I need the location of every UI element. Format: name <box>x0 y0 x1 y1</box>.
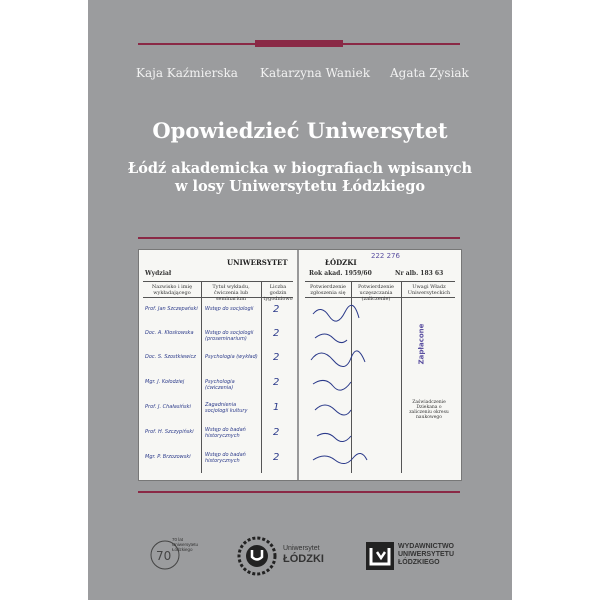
author-1: Kaja Kaźmierska <box>136 66 238 80</box>
row-name: Prof. J. Chałasiński <box>145 404 191 410</box>
page-gutter <box>297 250 299 480</box>
signatures <box>305 300 401 472</box>
book-subtitle <box>88 160 512 196</box>
col-header-remarks: Uwagi Władz Uniwersyteckich <box>407 284 451 296</box>
doc-wydzial: Wydział <box>145 270 172 277</box>
row-course: Zagadnienia socjologii kultury <box>205 402 248 414</box>
publisher-line-2: UNIWERSYTETU <box>398 551 454 558</box>
col-header-name: Nazwisko i imię wykładającego <box>151 284 193 296</box>
university-name-big: ŁÓDZKI <box>283 553 324 565</box>
row-hours: 2 <box>273 427 280 438</box>
row-course: Psychologia (wykład) <box>205 354 258 360</box>
subtitle-line-1: Łódź akademicka w biografiach wpisanych <box>127 160 473 177</box>
table-top-line <box>143 281 293 282</box>
doc-nr-alb: Nr alb. 183 63 <box>395 270 444 277</box>
row-course: Wstęp do badań historycznych <box>205 427 246 439</box>
row-course: Wstęp do socjologii (proseminarium) <box>205 330 254 342</box>
row-name: Mgr. J. Kołodziej <box>145 379 185 385</box>
row-course: Psychologia (ćwiczenia) <box>205 379 235 391</box>
rtable-col-2 <box>401 281 402 473</box>
zaplacone-stamp: Zapłacone <box>417 323 426 365</box>
photo-rule-top <box>138 237 460 239</box>
index-book-photo <box>138 249 462 481</box>
row-hours: 2 <box>273 328 280 339</box>
subtitle-line-2: w losy Uniwersytetu Łódzkiego <box>174 178 426 195</box>
row-hours: 2 <box>273 377 280 388</box>
top-rule-accent <box>255 40 343 47</box>
col-header-course: Tytuł wykładu, ćwiczenia lub seminarium <box>212 284 250 302</box>
anniversary-text: 70 lat Uniwersytetu Łódzkiego <box>172 537 199 552</box>
table-col-1 <box>201 281 202 473</box>
publisher-line-3: ŁÓDZKIEGO <box>398 559 440 566</box>
doc-header-right: ŁÓDZKI <box>325 258 357 267</box>
row-name: Prof. Jan Szczepański <box>145 306 198 312</box>
author-2: Katarzyna Waniek <box>260 66 371 80</box>
row-name: Mgr. P. Brzozowski <box>145 454 191 460</box>
col-header-hours: Liczba godzin tygodniowo <box>263 284 293 302</box>
university-name-small: Uniwersytet <box>283 545 320 552</box>
author-3: Agata Zysiak <box>390 66 469 80</box>
rtable-top-line <box>305 281 455 282</box>
row-course: Wstęp do badań historycznych <box>205 452 246 464</box>
table-col-2 <box>261 281 262 473</box>
row-course: Wstęp do socjologii <box>205 306 254 312</box>
row-hours: 2 <box>273 304 280 315</box>
col-header-confirm: Potwierdzenie zgłoszenia się <box>310 284 346 296</box>
row-hours: 2 <box>273 352 280 363</box>
row-hours: 1 <box>273 402 280 413</box>
col-header-attendance: Potwierdzenie uczęszczania (zaliczenie) <box>358 284 394 302</box>
doc-stamp-number: 222 276 <box>371 252 400 260</box>
doc-rok: Rok akad. 1959/60 <box>309 270 372 277</box>
photo-rule-bottom <box>138 491 460 493</box>
svg-text:70: 70 <box>156 549 172 563</box>
book-title: Opowiedzieć Uniwersytet <box>152 118 448 143</box>
publisher-logo-icon <box>366 542 394 570</box>
row-name: Prof. H. Szczypiński <box>145 429 194 435</box>
row-name: Doc. S. Szostkiewicz <box>145 354 196 360</box>
row-name: Doc. A. Kłoskowska <box>145 330 194 336</box>
doc-header-left: UNIWERSYTET <box>227 258 288 267</box>
publisher-line-1: WYDAWNICTWO <box>398 543 454 550</box>
dean-note: Zaświadczenie Dziekana o zaliczeniu okresu naukowego <box>409 400 449 420</box>
row-hours: 2 <box>273 452 280 463</box>
university-seal-icon <box>237 536 277 576</box>
